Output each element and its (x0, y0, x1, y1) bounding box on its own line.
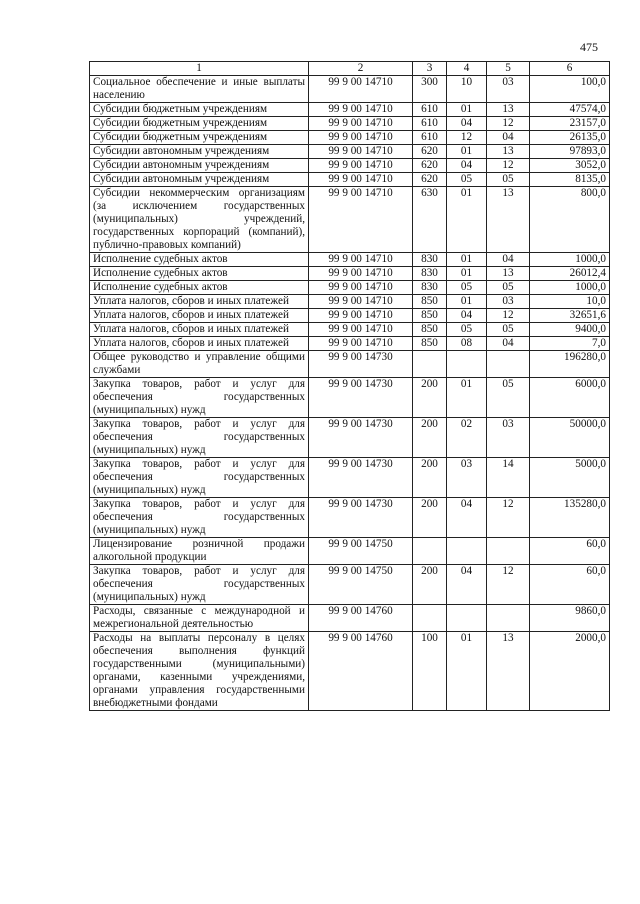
subsection-cell: 04 (487, 253, 530, 267)
page-number: 475 (580, 40, 598, 54)
target-article-cell: 99 9 00 14710 (309, 117, 413, 131)
subsection-cell: 04 (487, 337, 530, 351)
column-number-row (90, 62, 610, 76)
expense-type-cell: 610 (413, 103, 447, 117)
table-row (90, 159, 610, 173)
expense-name-cell: Общее руководство и управление общими службами (90, 351, 309, 378)
expense-type-cell: 830 (413, 281, 447, 295)
expense-type-cell: 200 (413, 458, 447, 498)
expense-type-cell: 850 (413, 337, 447, 351)
target-article-cell: 99 9 00 14710 (309, 253, 413, 267)
column-header: 5 (487, 62, 530, 76)
expense-type-cell: 830 (413, 253, 447, 267)
target-article-cell: 99 9 00 14710 (309, 323, 413, 337)
subsection-cell: 05 (487, 323, 530, 337)
expense-name-cell: Уплата налогов, сборов и иных платежей (90, 295, 309, 309)
subsection-cell: 13 (487, 632, 530, 711)
target-article-cell: 99 9 00 14710 (309, 145, 413, 159)
target-article-cell: 99 9 00 14730 (309, 351, 413, 378)
target-article-cell: 99 9 00 14710 (309, 309, 413, 323)
expense-name-cell: Закупка товаров, работ и услуг для обеспечения государственных (муниципальных) нужд (90, 378, 309, 418)
expense-type-cell: 100 (413, 632, 447, 711)
table-row (90, 565, 610, 605)
expense-name-cell: Субсидии автономным учреждениям (90, 145, 309, 159)
expense-name-cell: Субсидии некоммерческим организациям (за исключением государственных (муниципальных) учреждений, государственных корпораций (компаний), публично-правовых компаний) (90, 187, 309, 253)
expense-type-cell: 850 (413, 309, 447, 323)
target-article-cell: 99 9 00 14710 (309, 187, 413, 253)
target-article-cell: 99 9 00 14710 (309, 76, 413, 103)
section-cell: 01 (447, 103, 487, 117)
subsection-cell: 03 (487, 418, 530, 458)
subsection-cell: 12 (487, 498, 530, 538)
expense-type-cell: 830 (413, 267, 447, 281)
table-row (90, 267, 610, 281)
subsection-cell: 05 (487, 173, 530, 187)
expense-type-cell: 630 (413, 187, 447, 253)
subsection-cell: 03 (487, 295, 530, 309)
expense-name-cell: Исполнение судебных актов (90, 281, 309, 295)
target-article-cell: 99 9 00 14750 (309, 538, 413, 565)
amount-cell: 26012,4 (530, 267, 610, 281)
subsection-cell: 13 (487, 145, 530, 159)
amount-cell: 10,0 (530, 295, 610, 309)
table-row (90, 117, 610, 131)
subsection-cell: 04 (487, 131, 530, 145)
amount-cell: 100,0 (530, 76, 610, 103)
subsection-cell: 12 (487, 117, 530, 131)
subsection-cell: 12 (487, 159, 530, 173)
table-row (90, 103, 610, 117)
expense-name-cell: Закупка товаров, работ и услуг для обеспечения государственных (муниципальных) нужд (90, 458, 309, 498)
column-header: 1 (90, 62, 309, 76)
section-cell (447, 538, 487, 565)
expense-name-cell: Субсидии бюджетным учреждениям (90, 131, 309, 145)
target-article-cell: 99 9 00 14730 (309, 418, 413, 458)
section-cell (447, 351, 487, 378)
amount-cell: 9860,0 (530, 605, 610, 632)
target-article-cell: 99 9 00 14730 (309, 458, 413, 498)
table-row (90, 131, 610, 145)
amount-cell: 5000,0 (530, 458, 610, 498)
target-article-cell: 99 9 00 14750 (309, 565, 413, 605)
expense-name-cell: Субсидии автономным учреждениям (90, 159, 309, 173)
section-cell: 04 (447, 309, 487, 323)
target-article-cell: 99 9 00 14710 (309, 103, 413, 117)
amount-cell: 26135,0 (530, 131, 610, 145)
table-row (90, 145, 610, 159)
section-cell: 01 (447, 187, 487, 253)
table-row (90, 76, 610, 103)
target-article-cell: 99 9 00 14760 (309, 632, 413, 711)
table-row (90, 337, 610, 351)
subsection-cell: 05 (487, 281, 530, 295)
table-row (90, 253, 610, 267)
expense-type-cell: 620 (413, 145, 447, 159)
amount-cell: 60,0 (530, 538, 610, 565)
table-row (90, 173, 610, 187)
amount-cell: 50000,0 (530, 418, 610, 458)
amount-cell: 9400,0 (530, 323, 610, 337)
expense-name-cell: Социальное обеспечение и иные выплаты населению (90, 76, 309, 103)
subsection-cell: 13 (487, 267, 530, 281)
expense-type-cell: 620 (413, 159, 447, 173)
amount-cell: 196280,0 (530, 351, 610, 378)
section-cell: 01 (447, 253, 487, 267)
section-cell (447, 605, 487, 632)
column-header: 6 (530, 62, 610, 76)
column-header: 2 (309, 62, 413, 76)
subsection-cell: 12 (487, 309, 530, 323)
target-article-cell: 99 9 00 14730 (309, 498, 413, 538)
target-article-cell: 99 9 00 14710 (309, 281, 413, 295)
amount-cell: 32651,6 (530, 309, 610, 323)
expense-name-cell: Исполнение судебных актов (90, 253, 309, 267)
subsection-cell (487, 605, 530, 632)
amount-cell: 97893,0 (530, 145, 610, 159)
column-header: 4 (447, 62, 487, 76)
expense-type-cell: 200 (413, 378, 447, 418)
target-article-cell: 99 9 00 14730 (309, 378, 413, 418)
table-row (90, 632, 610, 711)
section-cell: 03 (447, 458, 487, 498)
expense-name-cell: Расходы, связанные с международной и межрегиональной деятельностью (90, 605, 309, 632)
amount-cell: 800,0 (530, 187, 610, 253)
section-cell: 01 (447, 145, 487, 159)
amount-cell: 8135,0 (530, 173, 610, 187)
expense-name-cell: Закупка товаров, работ и услуг для обеспечения государственных (муниципальных) нужд (90, 498, 309, 538)
table-row (90, 498, 610, 538)
section-cell: 04 (447, 565, 487, 605)
expense-name-cell: Закупка товаров, работ и услуг для обеспечения государственных (муниципальных) нужд (90, 418, 309, 458)
target-article-cell: 99 9 00 14710 (309, 173, 413, 187)
amount-cell: 47574,0 (530, 103, 610, 117)
column-header: 3 (413, 62, 447, 76)
expense-name-cell: Закупка товаров, работ и услуг для обеспечения государственных (муниципальных) нужд (90, 565, 309, 605)
table-row (90, 605, 610, 632)
target-article-cell: 99 9 00 14710 (309, 337, 413, 351)
expense-type-cell: 300 (413, 76, 447, 103)
section-cell: 05 (447, 281, 487, 295)
table-row (90, 351, 610, 378)
section-cell: 01 (447, 378, 487, 418)
section-cell: 01 (447, 632, 487, 711)
subsection-cell (487, 538, 530, 565)
table-row (90, 378, 610, 418)
subsection-cell: 14 (487, 458, 530, 498)
expense-name-cell: Субсидии автономным учреждениям (90, 173, 309, 187)
subsection-cell (487, 351, 530, 378)
table-row (90, 281, 610, 295)
section-cell: 12 (447, 131, 487, 145)
section-cell: 04 (447, 159, 487, 173)
expense-type-cell: 610 (413, 117, 447, 131)
table-row (90, 418, 610, 458)
expense-type-cell: 200 (413, 498, 447, 538)
section-cell: 01 (447, 295, 487, 309)
amount-cell: 7,0 (530, 337, 610, 351)
table-row (90, 538, 610, 565)
subsection-cell: 12 (487, 565, 530, 605)
section-cell: 02 (447, 418, 487, 458)
amount-cell: 135280,0 (530, 498, 610, 538)
expense-type-cell: 620 (413, 173, 447, 187)
subsection-cell: 05 (487, 378, 530, 418)
expense-type-cell: 610 (413, 131, 447, 145)
amount-cell: 1000,0 (530, 253, 610, 267)
expense-name-cell: Лицензирование розничной продажи алкогольной продукции (90, 538, 309, 565)
table-body (90, 76, 610, 711)
expense-type-cell: 850 (413, 295, 447, 309)
subsection-cell: 03 (487, 76, 530, 103)
target-article-cell: 99 9 00 14710 (309, 267, 413, 281)
amount-cell: 6000,0 (530, 378, 610, 418)
table-row (90, 458, 610, 498)
budget-table (89, 61, 610, 711)
amount-cell: 23157,0 (530, 117, 610, 131)
expense-type-cell (413, 538, 447, 565)
subsection-cell: 13 (487, 103, 530, 117)
expense-type-cell: 200 (413, 418, 447, 458)
section-cell: 01 (447, 267, 487, 281)
expense-name-cell: Уплата налогов, сборов и иных платежей (90, 309, 309, 323)
target-article-cell: 99 9 00 14710 (309, 159, 413, 173)
expense-name-cell: Субсидии бюджетным учреждениям (90, 103, 309, 117)
expense-type-cell: 200 (413, 565, 447, 605)
target-article-cell: 99 9 00 14760 (309, 605, 413, 632)
amount-cell: 3052,0 (530, 159, 610, 173)
section-cell: 08 (447, 337, 487, 351)
target-article-cell: 99 9 00 14710 (309, 131, 413, 145)
expense-type-cell (413, 605, 447, 632)
section-cell: 05 (447, 173, 487, 187)
amount-cell: 1000,0 (530, 281, 610, 295)
table-row (90, 323, 610, 337)
subsection-cell: 13 (487, 187, 530, 253)
section-cell: 05 (447, 323, 487, 337)
target-article-cell: 99 9 00 14710 (309, 295, 413, 309)
expense-name-cell: Уплата налогов, сборов и иных платежей (90, 323, 309, 337)
table-row (90, 187, 610, 253)
expense-type-cell: 850 (413, 323, 447, 337)
expense-name-cell: Субсидии бюджетным учреждениям (90, 117, 309, 131)
table-row (90, 295, 610, 309)
section-cell: 04 (447, 117, 487, 131)
expense-name-cell: Исполнение судебных актов (90, 267, 309, 281)
amount-cell: 60,0 (530, 565, 610, 605)
expense-name-cell: Расходы на выплаты персоналу в целях обеспечения выполнения функций государственными (муниципальными) органами, казенными учреждениями, органами управления государственными внебюджетными фондами (90, 632, 309, 711)
table-row (90, 309, 610, 323)
amount-cell: 2000,0 (530, 632, 610, 711)
expense-type-cell (413, 351, 447, 378)
section-cell: 10 (447, 76, 487, 103)
section-cell: 04 (447, 498, 487, 538)
expense-name-cell: Уплата налогов, сборов и иных платежей (90, 337, 309, 351)
